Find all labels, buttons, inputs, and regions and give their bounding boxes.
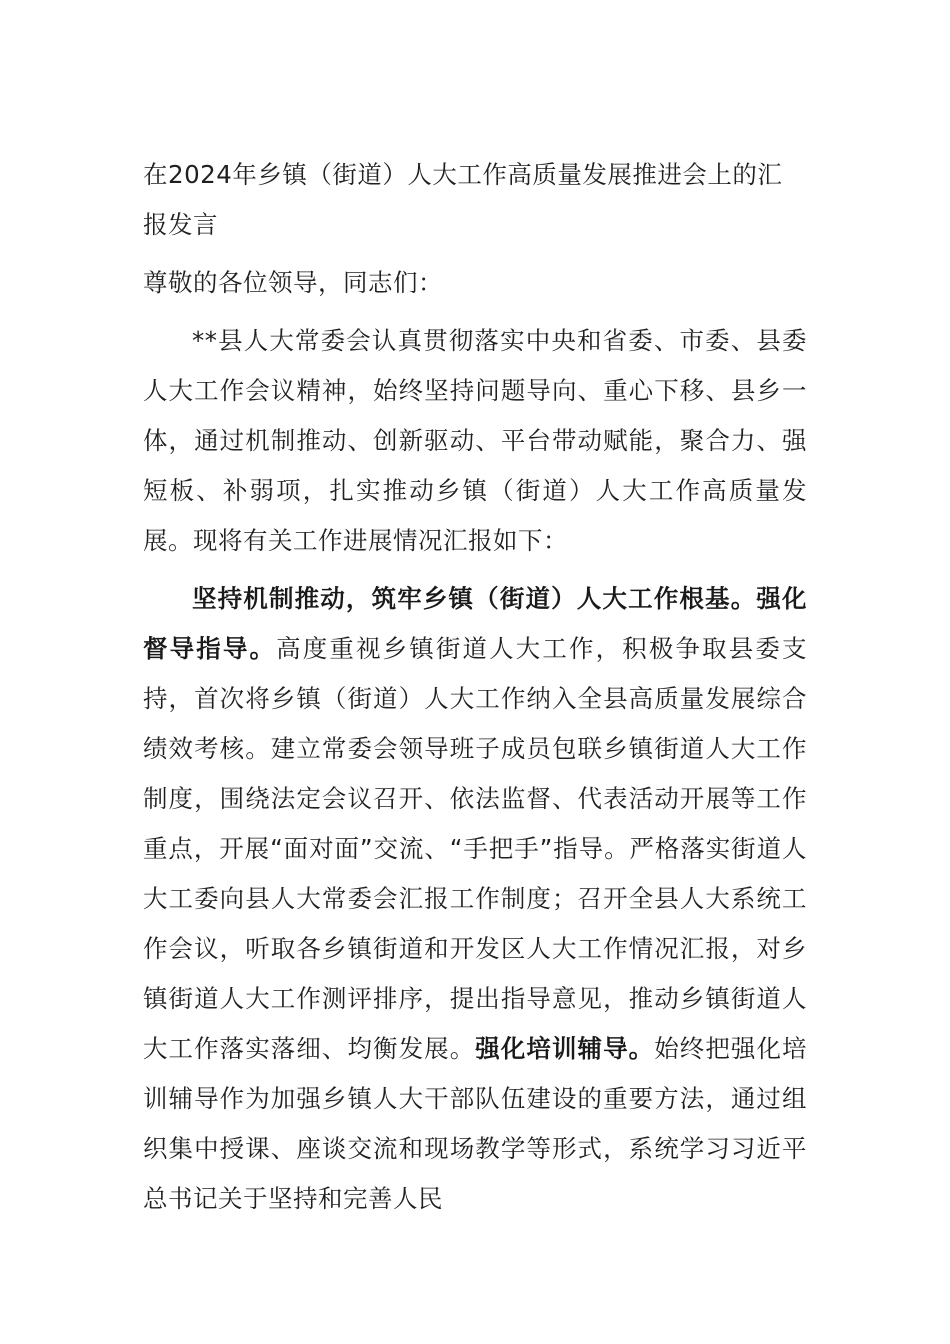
subsection-heading-1: 强化督导指导。 [143, 584, 808, 663]
section-heading: 坚持机制推动，筑牢乡镇（街道）人大工作根基。 [192, 584, 757, 613]
salutation: 尊敬的各位领导，同志们： [143, 268, 443, 297]
section-paragraph [143, 574, 807, 1224]
intro-paragraph: **县人大常委会认真贯彻落实中央和省委、市委、县委人大工作会议精神，始终坚持问题导向、重心下移、县乡一体，通过机制推动、创新驱动、平台带动赋能，聚合力、强短板、补弱项，扎实推动乡镇（街道）人大工作高质量发展。现将有关工作进展情况汇报如下： [143, 326, 807, 555]
subsection-text-2: 始终把强化培训辅导作为加强乡镇人大干部队伍建设的重要方法，通过组织集中授课、座谈交流和现场教学等形式，系统学习习近平总书记关于坚持和完善人民 [143, 1034, 808, 1213]
document-title: 在2024年乡镇（街道）人大工作高质量发展推进会上的汇报发言 [143, 160, 783, 239]
subsection-heading-2: 强化培训辅导。 [475, 1034, 655, 1063]
subsection-text-1: 高度重视乡镇街道人大工作，积极争取县委支持，首次将乡镇（街道）人大工作纳入全县高质量发展综合绩效考核。建立常委会领导班子成员包联乡镇街道人大工作制度，围绕法定会议召开、依法监督、代表活动开展等工作重点，开展“面对面”交流、“手把手”指导。严格落实街道人大工委向县人大常委会汇报工作制度；召开全县人大系统工作会议，听取各乡镇街道和开发区人大工作情况汇报，对乡镇街道人大工作测评排序，提出指导意见，推动乡镇街道人大工作落实落细、均衡发展。 [143, 634, 807, 1063]
document-body [143, 150, 807, 1224]
